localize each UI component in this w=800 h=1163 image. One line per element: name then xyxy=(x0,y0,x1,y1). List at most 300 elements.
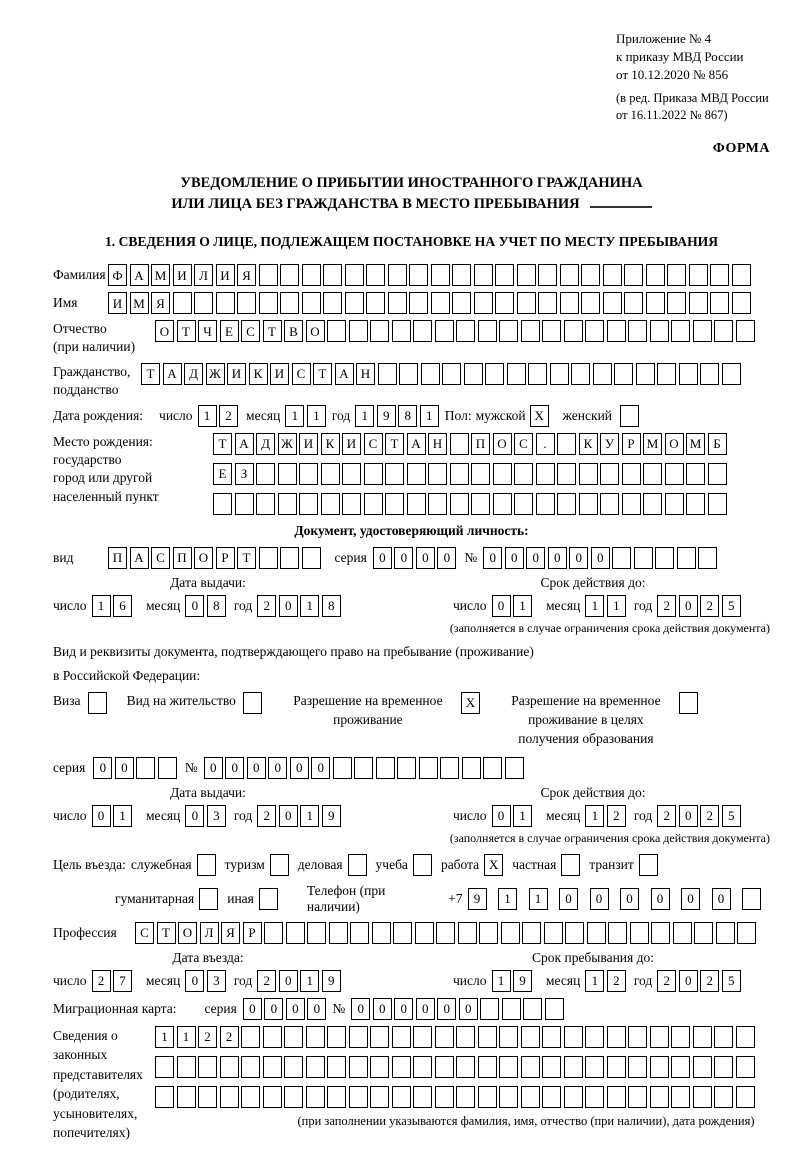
box-cell[interactable] xyxy=(607,1056,626,1078)
box-cell[interactable] xyxy=(88,692,107,714)
box-cell[interactable] xyxy=(471,463,490,485)
box-cell[interactable] xyxy=(342,463,361,485)
box-cell[interactable]: 2 xyxy=(607,970,626,992)
doc-number-field[interactable] xyxy=(483,547,717,569)
box-cell[interactable] xyxy=(256,493,275,515)
box-cell[interactable]: 0 xyxy=(569,547,588,569)
box-cell[interactable] xyxy=(263,1086,282,1108)
residence-expiry-day-field[interactable] xyxy=(492,805,533,827)
box-cell[interactable]: 2 xyxy=(700,805,719,827)
box-cell[interactable] xyxy=(158,757,177,779)
box-cell[interactable]: 9 xyxy=(377,405,396,427)
box-cell[interactable] xyxy=(614,363,633,385)
box-cell[interactable] xyxy=(714,1056,733,1078)
box-cell[interactable] xyxy=(722,363,741,385)
box-cell[interactable] xyxy=(514,493,533,515)
box-cell[interactable] xyxy=(499,1086,518,1108)
box-cell[interactable]: 1 xyxy=(585,595,604,617)
box-cell[interactable] xyxy=(545,998,564,1020)
box-cell[interactable] xyxy=(442,363,461,385)
box-cell[interactable] xyxy=(564,1026,583,1048)
box-cell[interactable] xyxy=(241,1056,260,1078)
box-cell[interactable] xyxy=(742,888,761,910)
box-cell[interactable] xyxy=(370,320,389,342)
box-cell[interactable] xyxy=(630,922,649,944)
box-cell[interactable] xyxy=(716,922,735,944)
box-cell[interactable]: 0 xyxy=(712,888,731,910)
box-cell[interactable] xyxy=(657,363,676,385)
box-cell[interactable]: А xyxy=(130,264,149,286)
box-cell[interactable] xyxy=(478,1026,497,1048)
box-cell[interactable]: 0 xyxy=(681,888,700,910)
box-cell[interactable] xyxy=(479,922,498,944)
box-cell[interactable] xyxy=(216,292,235,314)
box-cell[interactable] xyxy=(557,463,576,485)
representatives-field-line3[interactable] xyxy=(155,1086,755,1108)
box-cell[interactable] xyxy=(413,1026,432,1048)
box-cell[interactable] xyxy=(501,922,520,944)
box-cell[interactable]: 1 xyxy=(307,405,326,427)
doc-expiry-year-field[interactable] xyxy=(657,595,741,617)
box-cell[interactable]: 0 xyxy=(185,805,204,827)
phone-field[interactable] xyxy=(468,888,771,910)
box-cell[interactable] xyxy=(241,1026,260,1048)
box-cell[interactable]: С xyxy=(241,320,260,342)
box-cell[interactable]: С xyxy=(292,363,311,385)
box-cell[interactable] xyxy=(587,922,606,944)
representatives-field-line1[interactable] xyxy=(155,1026,755,1048)
box-cell[interactable] xyxy=(485,363,504,385)
box-cell[interactable]: И xyxy=(108,292,127,314)
box-cell[interactable] xyxy=(370,1086,389,1108)
box-cell[interactable]: 0 xyxy=(416,547,435,569)
citizenship-field[interactable] xyxy=(141,363,741,385)
residence-permit-checkbox[interactable] xyxy=(236,692,262,714)
box-cell[interactable] xyxy=(689,264,708,286)
sex-male-checkbox[interactable] xyxy=(530,405,549,427)
box-cell[interactable] xyxy=(327,320,346,342)
doc-kind-field[interactable] xyxy=(108,547,321,569)
box-cell[interactable] xyxy=(474,292,493,314)
box-cell[interactable]: Р xyxy=(243,922,262,944)
box-cell[interactable]: 1 xyxy=(513,805,532,827)
box-cell[interactable] xyxy=(280,264,299,286)
box-cell[interactable] xyxy=(349,1086,368,1108)
box-cell[interactable]: 0 xyxy=(651,888,670,910)
box-cell[interactable] xyxy=(650,1026,669,1048)
box-cell[interactable]: 0 xyxy=(679,970,698,992)
purpose-other-checkbox[interactable] xyxy=(259,888,287,910)
box-cell[interactable] xyxy=(542,1026,561,1048)
box-cell[interactable]: Т xyxy=(263,320,282,342)
box-cell[interactable]: . xyxy=(536,433,555,455)
box-cell[interactable]: 0 xyxy=(679,595,698,617)
entry-day-field[interactable] xyxy=(92,970,133,992)
box-cell[interactable] xyxy=(471,493,490,515)
box-cell[interactable] xyxy=(650,1056,669,1078)
box-cell[interactable] xyxy=(270,854,289,876)
box-cell[interactable] xyxy=(639,854,658,876)
box-cell[interactable] xyxy=(671,1086,690,1108)
box-cell[interactable] xyxy=(579,493,598,515)
box-cell[interactable]: 8 xyxy=(398,405,417,427)
box-cell[interactable]: Т xyxy=(385,433,404,455)
box-cell[interactable] xyxy=(321,463,340,485)
birth-place-field-line3[interactable] xyxy=(213,493,727,515)
box-cell[interactable]: А xyxy=(407,433,426,455)
box-cell[interactable]: 0 xyxy=(247,757,266,779)
box-cell[interactable] xyxy=(673,922,692,944)
box-cell[interactable] xyxy=(237,292,256,314)
residence-expiry-month-field[interactable] xyxy=(585,805,626,827)
box-cell[interactable] xyxy=(714,1086,733,1108)
box-cell[interactable]: Я xyxy=(221,922,240,944)
box-cell[interactable]: Н xyxy=(428,433,447,455)
box-cell[interactable] xyxy=(544,922,563,944)
box-cell[interactable] xyxy=(399,363,418,385)
box-cell[interactable]: П xyxy=(471,433,490,455)
box-cell[interactable]: 2 xyxy=(257,595,276,617)
box-cell[interactable] xyxy=(736,320,755,342)
box-cell[interactable]: 0 xyxy=(416,998,435,1020)
box-cell[interactable] xyxy=(415,922,434,944)
box-cell[interactable] xyxy=(342,493,361,515)
purpose-official-checkbox[interactable] xyxy=(197,854,225,876)
box-cell[interactable] xyxy=(523,998,542,1020)
box-cell[interactable] xyxy=(349,1026,368,1048)
box-cell[interactable] xyxy=(220,1056,239,1078)
box-cell[interactable]: 0 xyxy=(483,547,502,569)
box-cell[interactable] xyxy=(560,292,579,314)
box-cell[interactable]: 6 xyxy=(113,595,132,617)
box-cell[interactable] xyxy=(264,922,283,944)
entry-month-field[interactable] xyxy=(185,970,226,992)
box-cell[interactable]: 9 xyxy=(468,888,487,910)
migration-number-field[interactable] xyxy=(351,998,564,1020)
box-cell[interactable] xyxy=(198,1056,217,1078)
box-cell[interactable] xyxy=(624,264,643,286)
box-cell[interactable]: Д xyxy=(184,363,203,385)
box-cell[interactable]: 0 xyxy=(204,757,223,779)
box-cell[interactable] xyxy=(431,292,450,314)
box-cell[interactable] xyxy=(502,998,521,1020)
box-cell[interactable] xyxy=(407,463,426,485)
box-cell[interactable]: 2 xyxy=(257,805,276,827)
box-cell[interactable]: 2 xyxy=(700,595,719,617)
box-cell[interactable] xyxy=(243,692,262,714)
box-cell[interactable] xyxy=(585,1056,604,1078)
box-cell[interactable] xyxy=(643,463,662,485)
box-cell[interactable] xyxy=(665,463,684,485)
box-cell[interactable] xyxy=(302,292,321,314)
box-cell[interactable]: Т xyxy=(213,433,232,455)
box-cell[interactable]: А xyxy=(235,433,254,455)
box-cell[interactable]: Х xyxy=(461,692,480,714)
box-cell[interactable] xyxy=(393,922,412,944)
box-cell[interactable]: 2 xyxy=(198,1026,217,1048)
box-cell[interactable] xyxy=(686,493,705,515)
box-cell[interactable]: 2 xyxy=(607,805,626,827)
box-cell[interactable]: В xyxy=(284,320,303,342)
box-cell[interactable] xyxy=(456,1056,475,1078)
box-cell[interactable] xyxy=(306,1056,325,1078)
box-cell[interactable] xyxy=(714,320,733,342)
box-cell[interactable] xyxy=(173,292,192,314)
box-cell[interactable] xyxy=(333,757,352,779)
box-cell[interactable] xyxy=(452,292,471,314)
residence-expiry-year-field[interactable] xyxy=(657,805,741,827)
box-cell[interactable]: 0 xyxy=(279,805,298,827)
entry-year-field[interactable] xyxy=(257,970,341,992)
box-cell[interactable]: 1 xyxy=(177,1026,196,1048)
box-cell[interactable] xyxy=(636,363,655,385)
box-cell[interactable] xyxy=(542,1086,561,1108)
box-cell[interactable]: Х xyxy=(484,854,503,876)
box-cell[interactable] xyxy=(710,292,729,314)
box-cell[interactable]: 9 xyxy=(513,970,532,992)
box-cell[interactable]: К xyxy=(321,433,340,455)
box-cell[interactable] xyxy=(493,463,512,485)
box-cell[interactable] xyxy=(350,922,369,944)
box-cell[interactable] xyxy=(624,292,643,314)
box-cell[interactable]: 1 xyxy=(113,805,132,827)
box-cell[interactable] xyxy=(585,1026,604,1048)
doc-issue-month-field[interactable] xyxy=(185,595,226,617)
box-cell[interactable] xyxy=(321,493,340,515)
box-cell[interactable] xyxy=(522,922,541,944)
box-cell[interactable]: 0 xyxy=(526,547,545,569)
box-cell[interactable] xyxy=(505,757,524,779)
box-cell[interactable] xyxy=(483,757,502,779)
box-cell[interactable]: 1 xyxy=(300,595,319,617)
box-cell[interactable]: Ж xyxy=(278,433,297,455)
box-cell[interactable] xyxy=(284,1026,303,1048)
box-cell[interactable]: 0 xyxy=(590,888,609,910)
doc-expiry-day-field[interactable] xyxy=(492,595,533,617)
box-cell[interactable] xyxy=(593,363,612,385)
box-cell[interactable] xyxy=(495,292,514,314)
box-cell[interactable] xyxy=(478,1086,497,1108)
doc-expiry-month-field[interactable] xyxy=(585,595,626,617)
box-cell[interactable] xyxy=(521,1086,540,1108)
box-cell[interactable] xyxy=(480,998,499,1020)
purpose-transit-checkbox[interactable] xyxy=(639,854,667,876)
box-cell[interactable] xyxy=(542,1056,561,1078)
given-name-field[interactable] xyxy=(108,292,751,314)
box-cell[interactable] xyxy=(194,292,213,314)
box-cell[interactable] xyxy=(392,320,411,342)
purpose-tourism-checkbox[interactable] xyxy=(270,854,298,876)
box-cell[interactable]: И xyxy=(173,264,192,286)
box-cell[interactable] xyxy=(612,547,631,569)
box-cell[interactable]: 1 xyxy=(300,805,319,827)
box-cell[interactable]: П xyxy=(108,547,127,569)
box-cell[interactable] xyxy=(155,1086,174,1108)
box-cell[interactable] xyxy=(536,493,555,515)
box-cell[interactable] xyxy=(302,264,321,286)
box-cell[interactable]: 2 xyxy=(220,1026,239,1048)
box-cell[interactable] xyxy=(392,1056,411,1078)
box-cell[interactable] xyxy=(671,1056,690,1078)
box-cell[interactable]: М xyxy=(686,433,705,455)
box-cell[interactable]: Б xyxy=(708,433,727,455)
box-cell[interactable] xyxy=(650,320,669,342)
box-cell[interactable]: 1 xyxy=(300,970,319,992)
box-cell[interactable] xyxy=(564,320,583,342)
box-cell[interactable] xyxy=(628,1056,647,1078)
box-cell[interactable] xyxy=(564,1086,583,1108)
box-cell[interactable] xyxy=(550,363,569,385)
box-cell[interactable]: 0 xyxy=(290,757,309,779)
box-cell[interactable] xyxy=(370,1026,389,1048)
residence-number-field[interactable] xyxy=(204,757,524,779)
purpose-work-checkbox[interactable] xyxy=(484,854,512,876)
box-cell[interactable] xyxy=(354,757,373,779)
box-cell[interactable] xyxy=(655,547,674,569)
box-cell[interactable] xyxy=(136,757,155,779)
box-cell[interactable] xyxy=(278,493,297,515)
box-cell[interactable] xyxy=(392,1026,411,1048)
box-cell[interactable]: 0 xyxy=(311,757,330,779)
box-cell[interactable]: О xyxy=(194,547,213,569)
box-cell[interactable] xyxy=(564,1056,583,1078)
box-cell[interactable]: О xyxy=(306,320,325,342)
box-cell[interactable] xyxy=(736,1026,755,1048)
box-cell[interactable] xyxy=(521,1026,540,1048)
box-cell[interactable] xyxy=(419,757,438,779)
box-cell[interactable]: 1 xyxy=(513,595,532,617)
box-cell[interactable] xyxy=(436,922,455,944)
box-cell[interactable] xyxy=(235,493,254,515)
patronymic-field[interactable] xyxy=(155,320,755,342)
box-cell[interactable] xyxy=(603,292,622,314)
box-cell[interactable] xyxy=(708,463,727,485)
box-cell[interactable] xyxy=(732,292,751,314)
box-cell[interactable] xyxy=(213,493,232,515)
box-cell[interactable]: 0 xyxy=(373,998,392,1020)
box-cell[interactable] xyxy=(435,1086,454,1108)
box-cell[interactable] xyxy=(385,463,404,485)
box-cell[interactable] xyxy=(557,433,576,455)
box-cell[interactable]: И xyxy=(299,433,318,455)
box-cell[interactable]: Л xyxy=(194,264,213,286)
box-cell[interactable]: Ж xyxy=(206,363,225,385)
box-cell[interactable]: 3 xyxy=(207,805,226,827)
box-cell[interactable] xyxy=(671,1026,690,1048)
box-cell[interactable] xyxy=(628,1086,647,1108)
residence-issue-day-field[interactable] xyxy=(92,805,133,827)
box-cell[interactable]: 0 xyxy=(307,998,326,1020)
box-cell[interactable] xyxy=(517,264,536,286)
stay-month-field[interactable] xyxy=(585,970,626,992)
box-cell[interactable] xyxy=(679,692,698,714)
box-cell[interactable]: 0 xyxy=(492,805,511,827)
box-cell[interactable] xyxy=(622,493,641,515)
purpose-private-checkbox[interactable] xyxy=(561,854,589,876)
box-cell[interactable]: 0 xyxy=(286,998,305,1020)
box-cell[interactable]: 1 xyxy=(585,805,604,827)
box-cell[interactable] xyxy=(388,292,407,314)
box-cell[interactable]: 0 xyxy=(505,547,524,569)
box-cell[interactable] xyxy=(372,922,391,944)
box-cell[interactable] xyxy=(538,264,557,286)
box-cell[interactable] xyxy=(521,320,540,342)
box-cell[interactable] xyxy=(376,757,395,779)
box-cell[interactable] xyxy=(220,1086,239,1108)
box-cell[interactable] xyxy=(634,547,653,569)
box-cell[interactable] xyxy=(689,292,708,314)
box-cell[interactable]: 0 xyxy=(459,998,478,1020)
box-cell[interactable] xyxy=(679,363,698,385)
box-cell[interactable] xyxy=(464,363,483,385)
box-cell[interactable]: Е xyxy=(220,320,239,342)
box-cell[interactable] xyxy=(431,264,450,286)
box-cell[interactable] xyxy=(413,320,432,342)
box-cell[interactable] xyxy=(259,547,278,569)
box-cell[interactable] xyxy=(581,264,600,286)
box-cell[interactable] xyxy=(345,292,364,314)
box-cell[interactable] xyxy=(306,1026,325,1048)
box-cell[interactable] xyxy=(499,1056,518,1078)
box-cell[interactable] xyxy=(607,1026,626,1048)
box-cell[interactable] xyxy=(435,320,454,342)
box-cell[interactable]: 1 xyxy=(155,1026,174,1048)
box-cell[interactable] xyxy=(528,363,547,385)
residence-issue-year-field[interactable] xyxy=(257,805,341,827)
box-cell[interactable]: Т xyxy=(157,922,176,944)
box-cell[interactable]: 1 xyxy=(585,970,604,992)
box-cell[interactable] xyxy=(708,493,727,515)
box-cell[interactable] xyxy=(628,1026,647,1048)
box-cell[interactable] xyxy=(495,264,514,286)
box-cell[interactable] xyxy=(677,547,696,569)
box-cell[interactable]: 8 xyxy=(207,595,226,617)
box-cell[interactable] xyxy=(263,1056,282,1078)
box-cell[interactable] xyxy=(493,493,512,515)
box-cell[interactable] xyxy=(665,493,684,515)
box-cell[interactable] xyxy=(565,922,584,944)
box-cell[interactable]: 0 xyxy=(185,970,204,992)
birth-year-field[interactable] xyxy=(355,405,439,427)
box-cell[interactable]: М xyxy=(151,264,170,286)
box-cell[interactable]: 2 xyxy=(657,970,676,992)
box-cell[interactable] xyxy=(585,320,604,342)
box-cell[interactable]: 2 xyxy=(657,595,676,617)
migration-series-field[interactable] xyxy=(243,998,327,1020)
box-cell[interactable] xyxy=(409,292,428,314)
box-cell[interactable] xyxy=(302,547,321,569)
box-cell[interactable] xyxy=(646,292,665,314)
stay-year-field[interactable] xyxy=(657,970,741,992)
box-cell[interactable] xyxy=(397,757,416,779)
box-cell[interactable] xyxy=(450,493,469,515)
box-cell[interactable]: С xyxy=(151,547,170,569)
box-cell[interactable] xyxy=(348,854,367,876)
box-cell[interactable] xyxy=(650,1086,669,1108)
box-cell[interactable]: 8 xyxy=(322,595,341,617)
box-cell[interactable]: 0 xyxy=(373,547,392,569)
box-cell[interactable]: 0 xyxy=(264,998,283,1020)
box-cell[interactable]: З xyxy=(235,463,254,485)
box-cell[interactable] xyxy=(452,264,471,286)
box-cell[interactable] xyxy=(323,292,342,314)
box-cell[interactable]: 1 xyxy=(355,405,374,427)
box-cell[interactable] xyxy=(284,1056,303,1078)
box-cell[interactable] xyxy=(462,757,481,779)
box-cell[interactable] xyxy=(370,1056,389,1078)
box-cell[interactable] xyxy=(517,292,536,314)
birth-month-field[interactable] xyxy=(285,405,326,427)
